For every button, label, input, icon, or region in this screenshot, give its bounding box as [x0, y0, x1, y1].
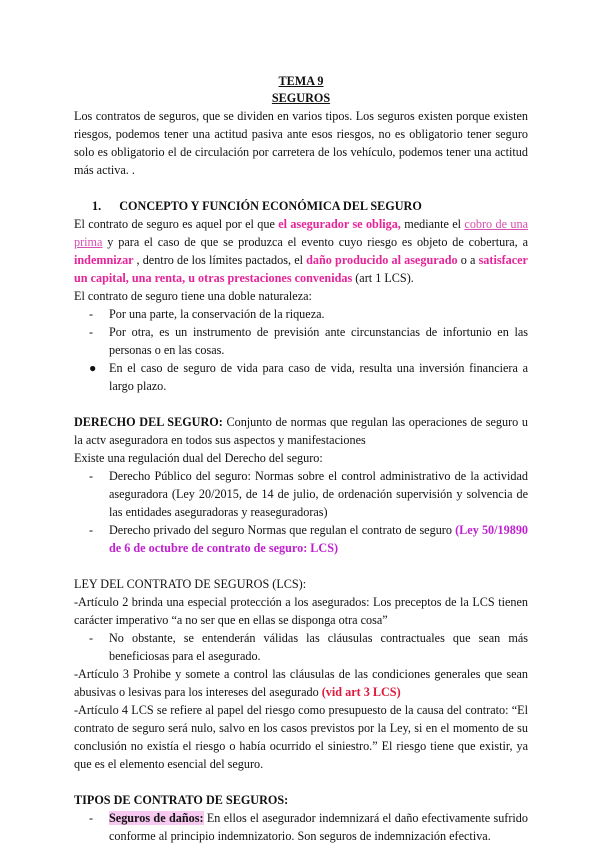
section1-heading-text: CONCEPTO Y FUNCIÓN ECONÓMICA DEL SEGURO [119, 199, 422, 213]
def-text-k: (art 1 LCS). [352, 271, 414, 285]
def-text-i: o a [457, 253, 479, 267]
list-item [74, 323, 528, 359]
derecho-text: Conjunto de normas que regulan las operaciones de seguro u la actv aseguradora en todos sus aspectos y manifestaciones [74, 415, 528, 447]
def-highlight-indemnizar: indemnizar [74, 253, 137, 267]
document-page [74, 0, 528, 845]
def-highlight-obliga: el asegurador se obliga, [278, 217, 401, 231]
subject-title: SEGUROS [271, 91, 331, 105]
list-dash: - [89, 631, 94, 645]
list-item [74, 467, 528, 521]
regulacion-list [74, 467, 528, 557]
list-item [74, 809, 528, 845]
tema-title: TEMA 9 [278, 74, 324, 88]
def-text-a: El contrato de seguro es aquel por el que [74, 217, 279, 231]
naturaleza-paragraph: El contrato de seguro tiene una doble naturaleza: [74, 289, 312, 303]
lcs-art3 [74, 665, 528, 701]
art2-list [74, 629, 528, 665]
list-dash: - [89, 523, 94, 537]
list-item-text: Derecho Público del seguro: Normas sobre el control administrativo de la actividad aseguradora (Ley 20/2015, de 14 de julio, de ordenación supervisión y solvencia de las entidades aseguradoras y reaseguradoras) [109, 469, 528, 519]
list-item [74, 305, 528, 323]
list-item [74, 521, 528, 557]
def-highlight-dano: daño producido al asegurado [306, 253, 458, 267]
list-dash: - [89, 469, 94, 483]
def-text-g: , dentro de los límites pactados, el [136, 253, 307, 267]
def-text-c: mediante el [400, 217, 465, 231]
lcs-art2: -Artículo 2 brinda una especial protección a los asegurados: Los preceptos de la LCS tienen carácter imperativo “a no ser que en ellas se disponga otra cosa” [74, 595, 528, 627]
lcs-heading: LEY DEL CONTRATO DE SEGUROS (LCS): [74, 577, 307, 591]
derecho-label: DERECHO DEL SEGURO: [74, 415, 223, 429]
def-highlight-capital: satisfacer un capital, una renta, u otras prestaciones convenidas [74, 253, 528, 285]
section1-heading [74, 197, 528, 215]
section1-definition [74, 215, 528, 287]
list-item-text: En ellos el asegurador indemnizará el daño efectivamente sufrido conforme al principio indemnizatorio. Son seguros de indemnización efectiva. [109, 811, 528, 843]
list-dash: - [89, 307, 94, 321]
derecho-paragraph [74, 413, 528, 449]
section1-number: 1. [92, 199, 102, 213]
list-item-text: Derecho privado del seguro Normas que regulan el contrato de seguro [109, 523, 456, 537]
art3-reference: (vid art 3 LCS) [321, 685, 401, 699]
def-link-prima[interactable]: cobro de una prima [74, 217, 528, 249]
ley-reference: (Ley 50/19890 de 6 de octubre de contrato de seguro: LCS) [109, 523, 529, 555]
list-item [74, 359, 528, 395]
art3-text: -Artículo 3 Prohibe y somete a control las cláusulas de las condiciones generales que sean abusivas o lesivas para los intereses del asegurado [74, 667, 528, 699]
tipos-heading: TIPOS DE CONTRATO DE SEGUROS: [74, 793, 289, 807]
regulacion-paragraph: Existe una regulación dual del Derecho del seguro: [74, 451, 323, 465]
list-item-text: En el caso de seguro de vida para caso de vida, resulta una inversión financiera a largo plazo. [109, 361, 528, 393]
intro-paragraph: Los contratos de seguros, que se dividen en varios tipos. Los seguros existen porque existen riesgos, podemos tener una actitud pasiva ante esos riesgos, no es obligatorio tener seguro solo es obligatorio el de circulación por carretera de los vehículo, podemos tener una actitud más activa. . [74, 109, 528, 177]
seguros-danos-label: Seguros de daños: [109, 811, 204, 825]
list-dash: - [89, 325, 94, 339]
tipos-list [74, 809, 528, 845]
list-item-text: Por una parte, la conservación de la riqueza. [109, 307, 325, 321]
lcs-art4: -Artículo 4 LCS se refiere al papel del riesgo como presupuesto de la causa del contrato: “El contrato de seguro será nulo, salvo en los casos previstos por la Ley, si en el momento de su conclusión no existía el riesgo o había ocurrido el siniestro.” El riesgo tiene que existir, ya que es el elemento esencial del seguro. [74, 703, 528, 771]
list-item-text: No obstante, se entenderán válidas las cláusulas contractuales que sean más beneficiosas para el asegurado. [109, 631, 528, 663]
list-dash: - [89, 811, 94, 825]
list-item-text: Por otra, es un instrumento de previsión ante circunstancias de infortunio en las personas o en las cosas. [109, 325, 528, 357]
list-item [74, 629, 528, 665]
naturaleza-list [74, 305, 528, 395]
def-text-e: y para el caso de que se produzca el evento cuyo riesgo es objeto de cobertura, a [102, 235, 528, 249]
list-bullet: ● [89, 361, 97, 375]
